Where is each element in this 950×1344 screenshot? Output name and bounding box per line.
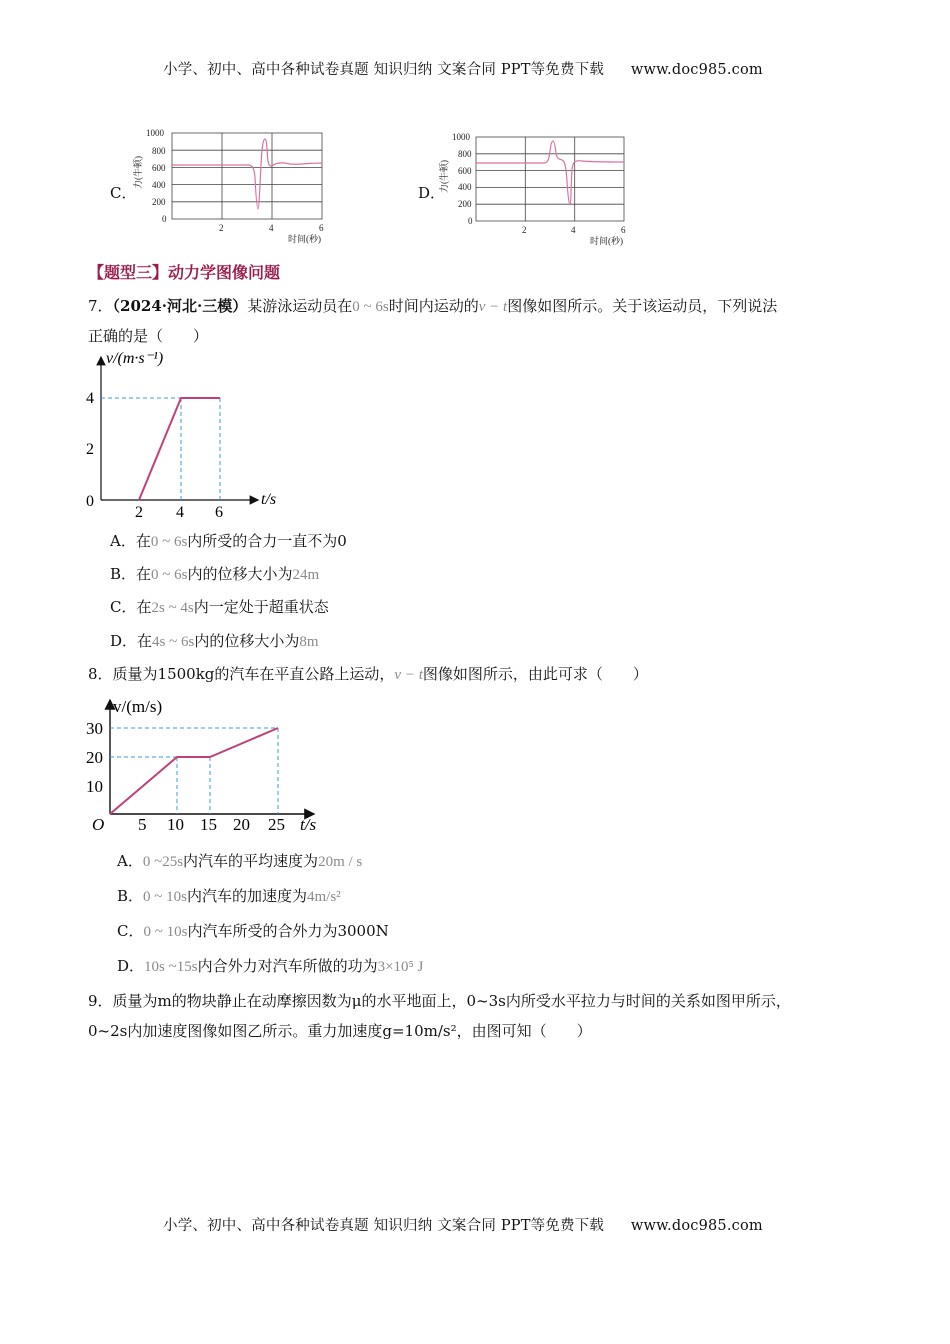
option-math: 0 ~ 6s [150,534,188,550]
q7-stem-line1 [88,295,777,316]
header-text: 小学、初中、高中各种试卷真题 知识归纳 文案合同 PPT等免费下载 [163,62,605,78]
svg-text:0: 0 [162,214,167,224]
q7-stem-b: 时间内运动的 [388,297,479,315]
option-math: 20m / s [318,854,363,870]
section-title: 【题型三】动力学图像问题 [88,263,281,282]
q7-ytick: 0 [86,493,94,510]
q7-xtick: 4 [176,504,184,521]
svg-text:600: 600 [152,163,166,173]
q8-xlabel: t/s [300,815,317,834]
q7-option-b[interactable] [110,563,319,584]
svg-text:0: 0 [468,216,473,226]
svg-text:200: 200 [152,197,166,207]
q8-ylabel: v/(m/s) [113,697,163,716]
option-label: D． [117,957,145,975]
svg-text:600: 600 [458,166,472,176]
option-text: 内所受的合力一直不为0 [187,532,347,550]
q8-stem [88,663,648,684]
q8-option-c[interactable] [117,920,389,941]
q7-ytick: 4 [86,390,94,407]
q8-stem-a: 质量为1500kg的汽车在平直公路上运动， [112,665,395,683]
option-c-xlabel: 时间(秒) [288,234,321,244]
option-math: 4m/s² [307,889,341,905]
q7-vt-graph [80,345,300,525]
option-text: 内汽车所受的合外力为3000N [187,922,389,940]
option-text: 内汽车的加速度为 [186,887,307,905]
option-d-ylabel: 力(牛顿) [439,160,449,193]
svg-text:4: 4 [269,223,274,233]
q8-xtick: 5 [138,815,147,834]
q7-xlabel: t/s [261,491,277,508]
svg-text:400: 400 [458,182,472,192]
option-label: A． [117,852,143,870]
q7-xtick: 6 [215,504,223,521]
option-text: 内汽车的平均速度为 [183,852,319,870]
header-url[interactable]: www.doc985.com [630,62,763,78]
option-math: 0 ~ 10s [143,924,188,940]
option-math: 0 ~ 6s [151,567,188,583]
q8-ytick: 30 [86,719,103,738]
q8-option-a[interactable] [117,850,362,871]
option-d-force-chart [436,125,646,250]
svg-text:6: 6 [621,225,626,235]
option-math: 2s ~ 4s [151,600,194,616]
svg-text:800: 800 [458,149,472,159]
option-text: 内的位移大小为 [194,632,300,650]
q8-number: 8． [88,665,113,683]
option-text: 内一定处于超重状态 [193,598,329,616]
q9-stem-line1: 9．质量为m的物块静止在动摩擦因数为μ的水平地面上，0~3s内所受水平拉力与时间的关系如图甲所示， [88,992,791,1010]
q7-xtick: 2 [135,504,143,521]
q7-source: （2024·河北·三模） [112,297,248,315]
svg-text:2: 2 [522,225,527,235]
option-math: 3×10⁵ J [377,959,424,975]
q7-number: 7． [88,297,113,315]
option-math: 0 ~25s [142,854,184,870]
option-label: B． [117,887,144,905]
option-d-curve [476,141,624,205]
svg-text:400: 400 [152,180,166,190]
option-d-xlabel: 时间(秒) [590,236,623,246]
svg-text:200: 200 [458,199,472,209]
q8-vt-graph [82,692,332,837]
option-label: A．在 [110,532,151,550]
svg-text:2: 2 [219,223,224,233]
q7-stem-a: 某游泳运动员在 [247,297,353,315]
q7-stem-c: 图像如图所示。关于该运动员，下列说法 [507,297,778,315]
q8-xtick: 20 [233,815,250,834]
q8-xtick: 10 [167,815,184,834]
option-math: 8m [299,634,319,650]
page-header [163,58,763,79]
option-math: 0 ~ 10s [143,889,187,905]
q8-xtick: 15 [200,815,217,834]
svg-text:6: 6 [319,223,324,233]
q8-origin: O [92,815,105,834]
q7-vt: v − t [478,299,508,315]
option-text: 内合外力对汽车所做的功为 [197,957,378,975]
option-label: C． [117,922,144,940]
q8-ytick: 20 [86,748,103,767]
option-c-curve [172,139,322,209]
footer-url[interactable]: www.doc985.com [630,1218,763,1234]
option-c-ylabel: 力(牛顿) [133,156,143,189]
q7-range: 0 ~ 6s [352,299,389,315]
option-c-force-chart [130,125,340,250]
svg-text:800: 800 [152,146,166,156]
option-math: 4s ~ 6s [152,634,195,650]
q7-option-c[interactable] [110,596,329,617]
q8-vt: v − t [394,667,423,683]
footer-text: 小学、初中、高中各种试卷真题 知识归纳 文案合同 PPT等免费下载 [163,1218,605,1234]
option-label: D．在 [110,632,153,650]
option-math: 10s ~15s [144,959,198,975]
q7-ytick: 2 [86,441,94,458]
q7-option-d[interactable] [110,630,319,651]
option-label: B．在 [110,565,152,583]
q9-stem-line2: 0~2s内加速度图像如图乙所示。重力加速度g=10m/s²，由图可知（ ） [88,1022,592,1040]
svg-text:1000: 1000 [146,128,164,138]
q8-option-b[interactable] [117,885,341,906]
page-footer [163,1214,763,1235]
q8-option-d[interactable] [117,955,423,976]
q7-option-a[interactable] [110,530,347,551]
q8-ytick: 10 [86,777,103,796]
option-math: 24m [292,567,320,583]
q7-ylabel: v/(m·s⁻¹) [106,350,164,367]
option-label: C．在 [110,598,152,616]
svg-text:4: 4 [571,225,576,235]
option-text: 内的位移大小为 [187,565,293,583]
q8-xtick: 25 [268,815,285,834]
option-c-label: C． [110,184,137,202]
q7-stem-line2: 正确的是（ ） [88,327,209,345]
svg-text:1000: 1000 [452,132,470,142]
option-d-label: D． [418,184,446,202]
q8-stem-b: 图像如图所示，由此可求（ ） [422,665,648,683]
